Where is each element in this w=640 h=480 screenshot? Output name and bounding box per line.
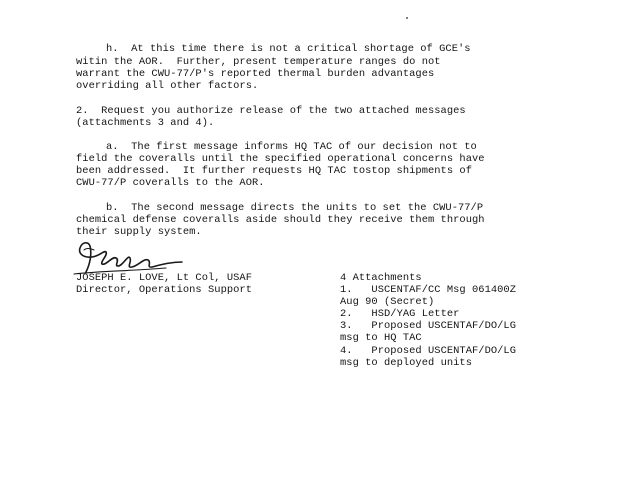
paragraph-a-line: CWU-77/P coveralls to the AOR. xyxy=(76,177,265,189)
attachment-line: 1. USCENTAF/CC Msg 061400Z xyxy=(340,284,516,296)
attachment-line: Aug 90 (Secret) xyxy=(340,296,435,308)
paragraph-h-line: warrant the CWU-77/P's reported thermal burden advantages xyxy=(76,68,435,80)
paragraph-a-line: been addressed. It further requests HQ TAC tostop shipments of xyxy=(76,165,472,177)
paragraph-2-line: (attachments 3 and 4). xyxy=(76,117,215,129)
attachment-line: msg to HQ TAC xyxy=(340,332,422,344)
scan-speck xyxy=(406,17,408,19)
signer-title: Director, Operations Support xyxy=(76,284,252,296)
paragraph-h-line: overriding all other factors. xyxy=(76,80,259,92)
paragraph-a-line: field the coveralls until the specified operational concerns have xyxy=(76,153,485,165)
attachment-line: msg to deployed units xyxy=(340,357,472,369)
attachment-line: 2. HSD/YAG Letter xyxy=(340,308,460,320)
paragraph-a-line: a. The first message informs HQ TAC of our decision not to xyxy=(106,141,477,153)
paragraph-b-line: chemical defense coveralls aside should they receive them through xyxy=(76,214,485,226)
attachments-header: 4 Attachments xyxy=(340,272,422,284)
paragraph-b-line: b. The second message directs the units to set the CWU-77/P xyxy=(106,202,484,214)
attachment-line: 3. Proposed USCENTAF/DO/LG xyxy=(340,320,516,332)
paragraph-h-line: witin the AOR. Further, present temperature ranges do not xyxy=(76,56,441,68)
paragraph-2-line: 2. Request you authorize release of the two attached messages xyxy=(76,105,466,117)
attachment-line: 4. Proposed USCENTAF/DO/LG xyxy=(340,345,516,357)
paragraph-h-line: h. At this time there is not a critical shortage of GCE's xyxy=(106,43,471,55)
signer-name: JOSEPH E. LOVE, Lt Col, USAF xyxy=(76,272,252,284)
paragraph-b-line: their supply system. xyxy=(76,226,202,238)
